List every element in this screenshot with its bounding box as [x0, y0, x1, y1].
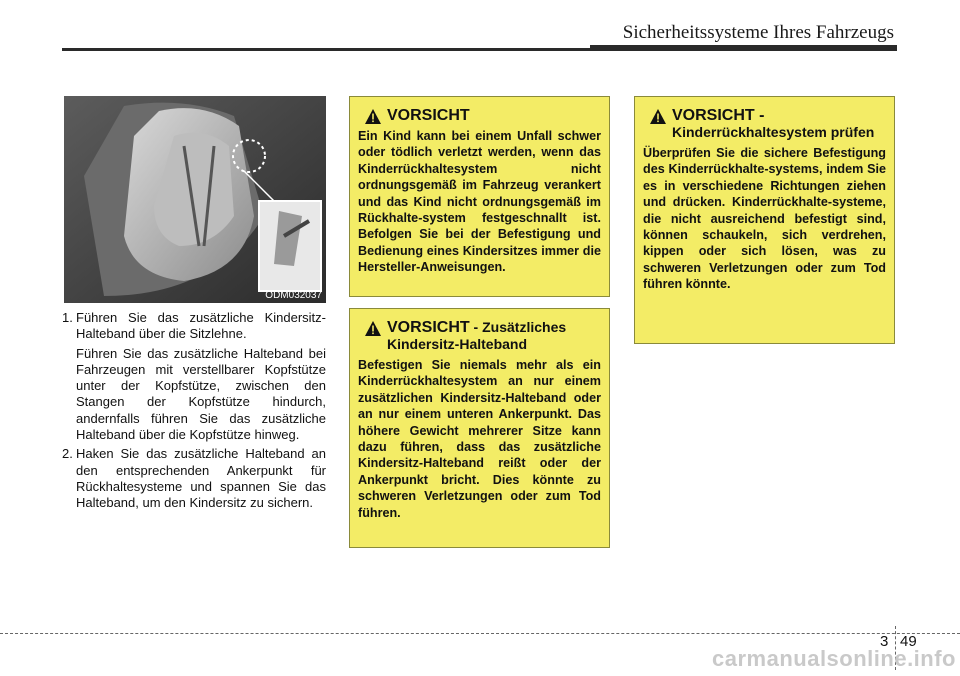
step-number: 1. — [62, 310, 73, 325]
caution-title-main: VORSICHT - — [672, 107, 765, 124]
instruction-steps — [62, 310, 326, 512]
figure-code: ODM032037 — [265, 290, 322, 301]
caution-body: Überprüfen Sie die sichere Befestigung des Kinderrückhalte-systems, indem Sie es in verschiedene Richtungen ziehen und drücken. Kinderrückhalte-systeme, die nicht ausreichend befestigt sind, können schaukeln, sich verdrehen, kippen oder sich lösen, was zu schweren Verletzungen oder zum Tod führen könnte. — [643, 146, 886, 292]
footer-rule — [0, 633, 960, 634]
step-number: 2. — [62, 446, 73, 462]
caution-title-main: VORSICHT — [387, 319, 470, 336]
caution-header — [643, 107, 886, 141]
caution-title — [672, 107, 874, 141]
caution-box-child-restraint — [349, 96, 610, 297]
child-seat-drawing — [64, 96, 326, 303]
chapter-number: 3 — [880, 633, 889, 650]
caution-subtitle: - Zusätzliches Kindersitz-Halteband — [387, 319, 567, 352]
warning-triangle-icon — [365, 109, 381, 124]
caution-title — [387, 319, 601, 353]
step-2 — [62, 446, 326, 511]
step-1 — [62, 310, 326, 343]
watermark: carmanualsonline.info — [712, 646, 956, 671]
header-rule-accent — [590, 45, 897, 51]
caution-header — [358, 107, 601, 124]
warning-triangle-icon — [650, 109, 666, 124]
caution-header — [358, 319, 601, 353]
caution-box-check-restraint — [634, 96, 895, 344]
caution-body: Befestigen Sie niemals mehr als ein Kinderrückhaltesystem an nur einem zusätzlichen Kindersitz-Halteband oder an nur einem unteren Ankerpunkt. Das höhere Gewicht mehrerer Sitze kann dazu führen, dass das zusätzliche Kindersitz-Halteband reißt oder der Ankerpunkt bricht. Dies könnte zu schweren Verletzungen oder zum Tod führen. — [358, 358, 601, 520]
child-seat-illustration — [64, 96, 326, 303]
caution-title: VORSICHT — [387, 107, 470, 124]
step-text: Führen Sie das zusätzliche Kindersitz-Halteband über die Sitzlehne. — [76, 310, 326, 342]
caution-subtitle: Kinderrückhaltesystem prüfen — [672, 124, 875, 140]
step-1-detail: Führen Sie das zusätzliche Halteband bei Fahrzeugen mit verstellbarer Kopfstütze unter der Kopfstütze, zwischen den Stangen der Kopfstütze hindurch, andernfalls führen Sie das zusätzliche Halteband über die Kopfstütze hinweg. — [76, 345, 326, 443]
page-header-title: Sicherheitssysteme Ihres Fahrzeugs — [622, 22, 894, 43]
caution-box-tether — [349, 308, 610, 548]
page-number: 49 — [900, 633, 917, 650]
warning-triangle-icon — [365, 321, 381, 336]
step-text: Haken Sie das zusätzliche Halteband an den entsprechenden Ankerpunkt für Rückhaltesysteme und spannen Sie das Halteband, um den Kindersitz zu sichern. — [76, 446, 326, 511]
caution-body: Ein Kind kann bei einem Unfall schwer oder tödlich verletzt werden, wenn das Kinderrückhaltesystem nicht ordnungsgemäß im Fahrzeug verankert und das Kind nicht ordnungsgemäß im Rückhalte-system festgeschnallt ist. Befolgen Sie bei der Befestigung und Bedienung eines Kindersitzes immer die Hersteller-Anweisungen. — [358, 129, 601, 275]
